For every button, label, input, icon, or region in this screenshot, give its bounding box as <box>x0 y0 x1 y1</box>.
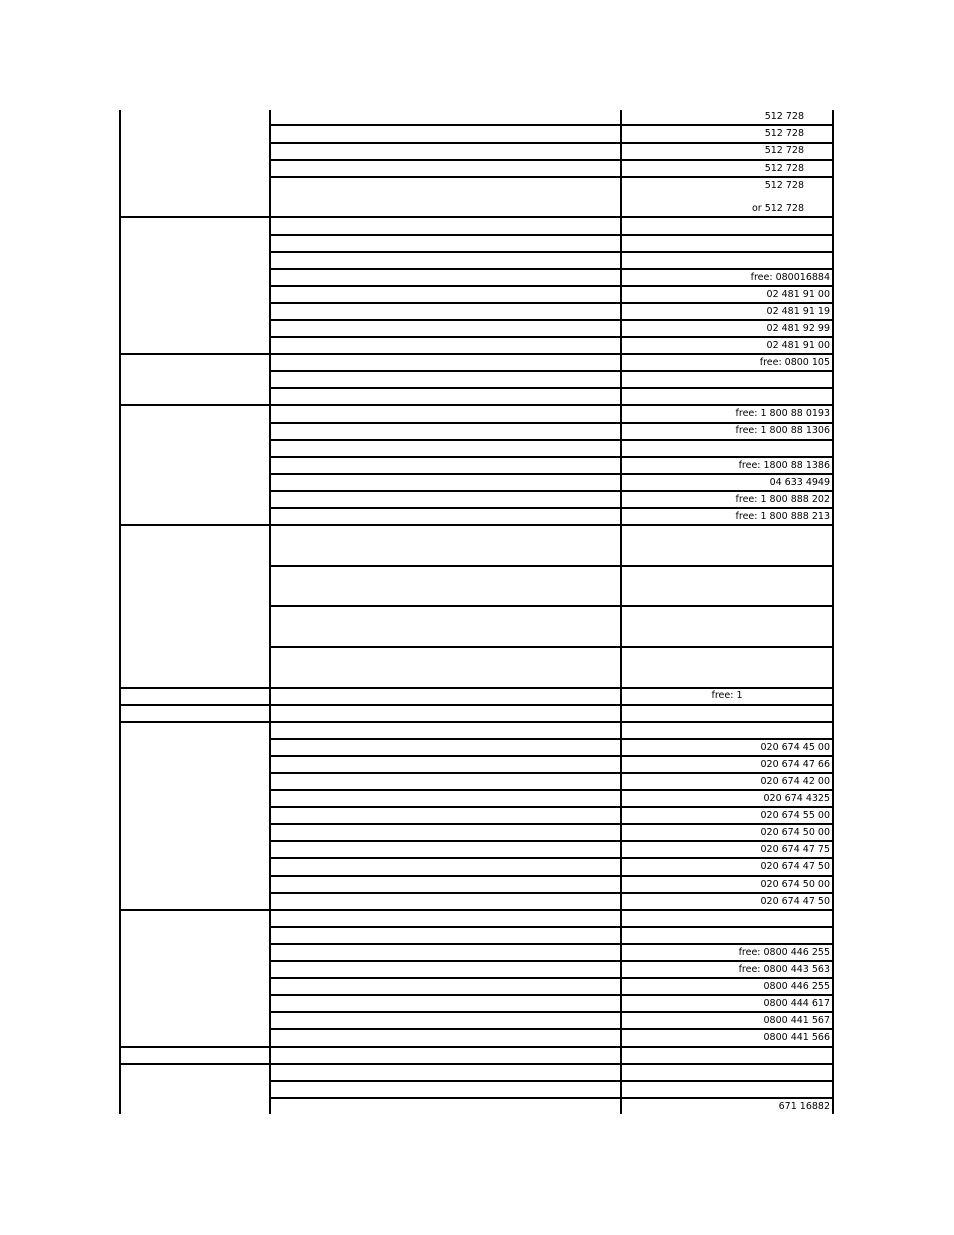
group-divider-1 <box>120 353 833 355</box>
row-divider-34 <box>270 960 833 962</box>
phone-number-cell: 020 674 47 50 <box>760 861 830 872</box>
row-divider-19 <box>270 565 833 567</box>
phone-number-cell: 02 481 91 19 <box>766 306 830 317</box>
group-divider-9 <box>120 1063 833 1065</box>
row-divider-2 <box>270 159 833 161</box>
group-divider-0 <box>120 216 833 218</box>
group-divider-3 <box>120 524 833 526</box>
row-divider-10 <box>270 336 833 338</box>
phone-number-cell: free: 1 800 88 0193 <box>735 408 830 419</box>
row-divider-21 <box>270 646 833 648</box>
phone-number-cell: free: 080016884 <box>750 272 830 283</box>
group-divider-8 <box>120 1046 833 1048</box>
phone-number-cell: free: 1 <box>711 690 743 701</box>
row-divider-20 <box>270 605 833 607</box>
row-divider-partial <box>270 439 621 441</box>
phone-number-cell: free: 1800 88 1386 <box>738 460 830 471</box>
phone-number-cell: 020 674 55 00 <box>760 810 830 821</box>
phone-number-cell: 020 674 45 00 <box>760 742 830 753</box>
phone-number-cell: 512 728 <box>764 128 804 139</box>
row-divider-32 <box>270 926 833 928</box>
row-divider-18 <box>270 507 833 509</box>
phone-number-cell: 0800 446 255 <box>763 981 830 992</box>
row-divider-26 <box>270 806 833 808</box>
column-border-2 <box>620 110 622 1114</box>
row-divider-22 <box>270 738 833 740</box>
phone-number-cell: free: 1 800 888 202 <box>735 494 830 505</box>
phone-number-cell: 512 728 <box>764 111 804 122</box>
phone-number-cell: or 512 728 <box>751 203 804 214</box>
row-divider-24 <box>270 772 833 774</box>
row-divider-11 <box>270 370 833 372</box>
phone-number-cell: free: 0800 105 <box>759 357 830 368</box>
row-divider-25 <box>270 789 833 791</box>
row-divider-31 <box>270 892 833 894</box>
group-divider-5 <box>120 704 833 706</box>
row-divider-30 <box>270 875 833 877</box>
group-divider-7 <box>120 909 833 911</box>
phone-number-cell: 020 674 42 00 <box>760 776 830 787</box>
row-divider-40 <box>270 1097 833 1099</box>
row-divider-16 <box>270 473 833 475</box>
phone-number-cell: free: 0800 443 563 <box>738 964 830 975</box>
group-divider-6 <box>120 721 833 723</box>
column-border-3 <box>832 110 834 1114</box>
phone-number-cell: 02 481 91 00 <box>766 289 830 300</box>
column-border-1 <box>269 110 271 1114</box>
phone-number-cell: 020 674 47 50 <box>760 896 830 907</box>
group-divider-2 <box>120 404 833 406</box>
phone-number-cell: 04 633 4949 <box>769 477 830 488</box>
phone-number-cell: 512 728 <box>764 145 804 156</box>
phone-number-cell: 020 674 47 66 <box>760 759 830 770</box>
phone-number-cell: 0800 441 566 <box>763 1032 830 1043</box>
row-divider-38 <box>270 1028 833 1030</box>
row-divider-4 <box>270 234 833 236</box>
row-divider-29 <box>270 857 833 859</box>
row-divider-5 <box>270 251 833 253</box>
row-divider-28 <box>270 840 833 842</box>
row-divider-37 <box>270 1011 833 1013</box>
phone-number-cell: 020 674 50 00 <box>760 827 830 838</box>
row-divider-33 <box>270 943 833 945</box>
row-divider-23 <box>270 755 833 757</box>
phone-number-cell: free: 1 800 888 213 <box>735 511 830 522</box>
row-divider-13 <box>270 422 833 424</box>
phone-number-cell: free: 1 800 88 1306 <box>735 425 830 436</box>
phone-number-cell: 020 674 50 00 <box>760 879 830 890</box>
row-divider-36 <box>270 994 833 996</box>
phone-number-cell: 0800 441 567 <box>763 1015 830 1026</box>
row-divider-39 <box>270 1080 833 1082</box>
row-divider-0 <box>270 124 833 126</box>
row-divider-3 <box>270 176 833 178</box>
phone-number-cell: 02 481 91 00 <box>766 340 830 351</box>
row-divider-17 <box>270 490 833 492</box>
phone-number-cell: 512 728 <box>764 180 804 191</box>
phone-number-cell: 671 16882 <box>778 1101 830 1112</box>
phone-number-cell: 0800 444 617 <box>763 998 830 1009</box>
row-divider-6 <box>270 268 833 270</box>
phone-number-cell: 02 481 92 99 <box>766 323 830 334</box>
group-divider-4 <box>120 687 833 689</box>
row-divider-12 <box>270 387 833 389</box>
phone-number-cell: 020 674 47 75 <box>760 844 830 855</box>
row-divider-1 <box>270 142 833 144</box>
phone-number-cell: 512 728 <box>764 163 804 174</box>
row-divider-27 <box>270 823 833 825</box>
row-divider-7 <box>270 285 833 287</box>
row-divider-35 <box>270 977 833 979</box>
row-divider-9 <box>270 319 833 321</box>
row-divider-15 <box>270 456 833 458</box>
phone-number-cell: 020 674 4325 <box>763 793 830 804</box>
phone-number-cell: free: 0800 446 255 <box>738 947 830 958</box>
row-divider-8 <box>270 302 833 304</box>
column-border-0 <box>119 110 121 1114</box>
